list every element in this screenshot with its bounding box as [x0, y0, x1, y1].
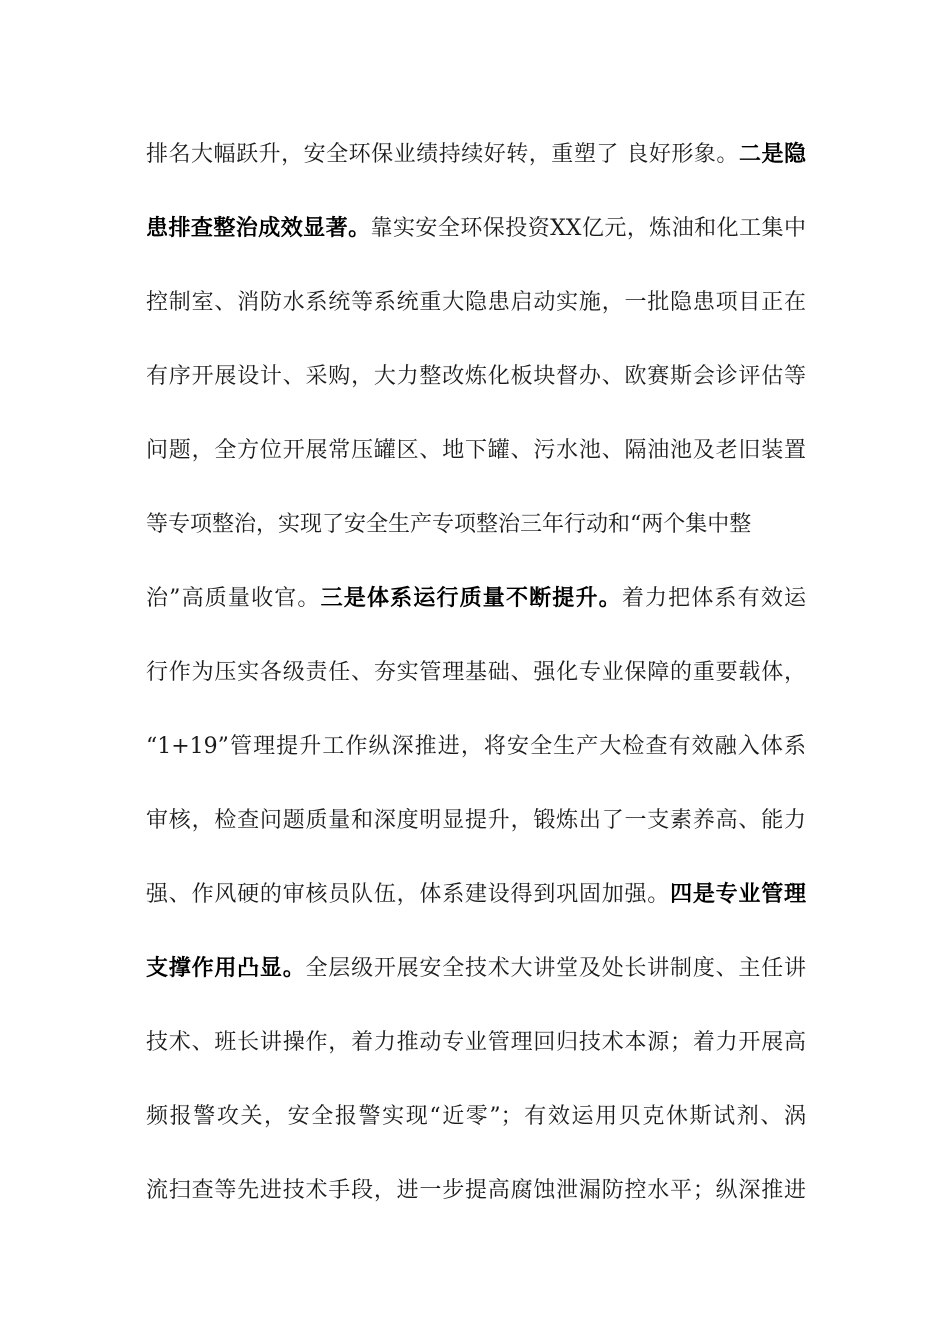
paragraph-line-8: 行作为压实各级责任、夯实管理基础、强化专业保障的重要载体， [146, 660, 806, 685]
bold-heading: 四是专业管理 [670, 881, 806, 907]
paragraph-line-13: 技术、班长讲操作，着力推动专业管理回归技术本源；着力开展高 [146, 1030, 806, 1055]
bold-heading: 支撑作用凸显。 [146, 955, 306, 981]
paragraph-line-12: 支撑作用凸显。全层级开展安全技术大讲堂及处长讲制度、主任讲 [146, 955, 806, 981]
paragraph-line-2: 患排查整治成效显著。靠实安全环保投资XX亿元，炼油和化工集中 [146, 215, 806, 241]
paragraph-line-7: 治”高质量收官。三是体系运行质量不断提升。着力把体系有效运 [146, 585, 806, 611]
paragraph-line-14: 频报警攻关，安全报警实现“近零”；有效运用贝克休斯试剂、涡 [146, 1104, 806, 1129]
paragraph-line-4: 有序开展设计、采购，大力整改炼化板块督办、欧赛斯会诊评估等 [146, 364, 806, 389]
bold-heading: 二是隐 [738, 141, 806, 167]
paragraph-line-10: 审核，检查问题质量和深度明显提升，锻炼出了一支素养高、能力 [146, 808, 806, 833]
paragraph-line-1: 排名大幅跃升，安全环保业绩持续好转，重塑了 良好形象。二是隐 [146, 141, 806, 167]
paragraph-line-5: 问题，全方位开展常压罐区、地下罐、污水池、隔油池及老旧装置 [146, 438, 806, 463]
bold-heading: 三是体系运行质量不断提升。 [320, 585, 622, 611]
paragraph-line-11: 强、作风硬的审核员队伍，体系建设得到巩固加强。四是专业管理 [146, 881, 806, 907]
paragraph-line-9: “1+19”管理提升工作纵深推进，将安全生产大检查有效融入体系 [146, 734, 806, 759]
paragraph-line-3: 控制室、消防水系统等系统重大隐患启动实施，一批隐患项目正在 [146, 290, 806, 315]
paragraph-line-15: 流扫查等先进技术手段，进一步提高腐蚀泄漏防控水平；纵深推进 [146, 1178, 806, 1203]
paragraph-line-6: 等专项整治，实现了安全生产专项整治三年行动和“两个集中整 [146, 512, 752, 537]
bold-heading: 患排查整治成效显著。 [146, 215, 371, 241]
